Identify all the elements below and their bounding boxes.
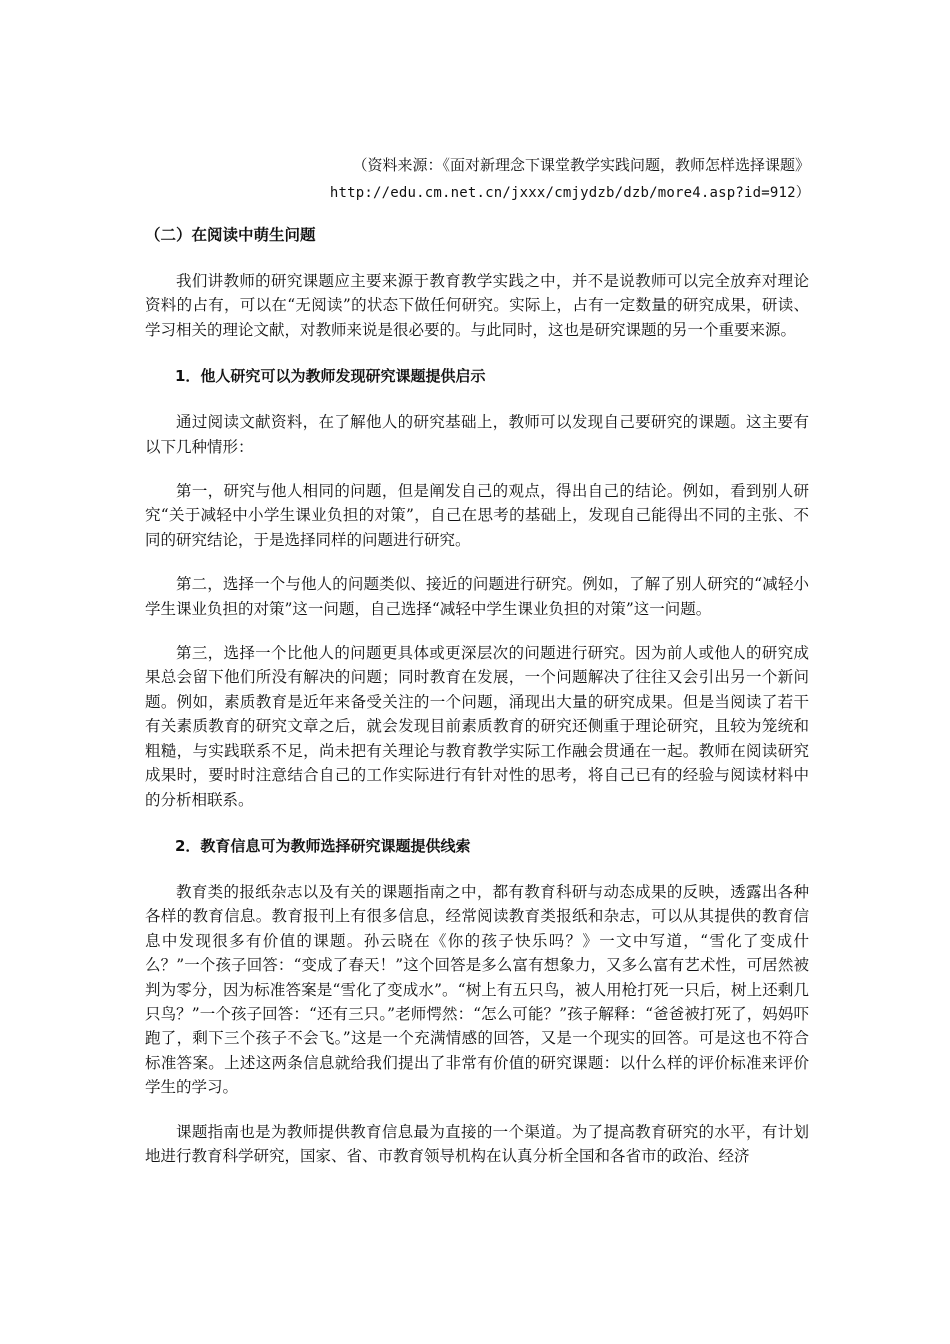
subsection-2-heading: 2．教育信息可为教师选择研究课题提供线索 bbox=[175, 836, 471, 855]
section-heading: （二）在阅读中萌生问题 bbox=[145, 226, 316, 244]
section-intro-paragraph: 我们讲教师的研究课题应主要来源于教育教学实践之中，并不是说教师可以完全放弃对理论资料的占有，可以在“无阅读”的状态下做任何研究。实际上，占有一定数量的研究成果，研读、学习相关的理论文献，对教师来说是很必要的。与此同时，这也是研究课题的另一个重要来源。 bbox=[145, 272, 809, 339]
source-citation bbox=[330, 151, 810, 207]
source-url: http://edu.cm.net.cn/jxxx/cmjydzb/dzb/more4.asp?id=912） bbox=[329, 185, 810, 201]
main-content bbox=[145, 223, 809, 1168]
subsection-1-paragraph-1: 通过阅读文献资料，在了解他人的研究基础上，教师可以发现自己要研究的课题。这主要有以下几种情形： bbox=[145, 413, 809, 456]
subsection-1-heading: 1．他人研究可以为教师发现研究课题提供启示 bbox=[175, 367, 486, 386]
source-title-line: （资料来源：《面对新理念下课堂教学实践问题，教师怎样选择课题》 bbox=[352, 156, 810, 174]
subsection-1-paragraph-2: 第一，研究与他人相同的问题，但是阐发自己的观点，得出自己的结论。例如，看到别人研究“关于减轻中小学生课业负担的对策”，自己在思考的基础上，发现自己能得出不同的主张、不同的研究结论，于是选择同样的问题进行研究。 bbox=[145, 482, 809, 549]
subsection-2-paragraph-1: 教育类的报纸杂志以及有关的课题指南之中，都有教育科研与动态成果的反映，透露出各种各样的教育信息。教育报刊上有很多信息，经常阅读教育类报纸和杂志，可以从其提供的教育信息中发现很多有价值的课题。孙云晓在《你的孩子快乐吗？》一文中写道，“雪化了变成什么？”一个孩子回答：“变成了春天！”这个回答是多么富有想象力，又多么富有艺术性，可居然被判为零分，因为标准答案是“雪化了变成水”。“树上有五只鸟，被人用枪打死一只后，树上还剩几只鸟？”一个孩子回答：“还有三只。”老师愕然：“怎么可能？”孩子解释：“爸爸被打死了，妈妈吓跑了，剩下三个孩子不会飞。”这是一个充满情感的回答，又是一个现实的回答。可是这也不符合标准答案。上述这两条信息就给我们提出了非常有价值的研究课题：以什么样的评价标准来评价学生的学习。 bbox=[145, 882, 809, 1097]
subsection-2-paragraph-2: 课题指南也是为教师提供教育信息最为直接的一个渠道。为了提高教育研究的水平，有计划地进行教育科学研究，国家、省、市教育领导机构在认真分析全国和各省市的政治、经济 bbox=[145, 1122, 809, 1165]
subsection-1-paragraph-3: 第二，选择一个与他人的问题类似、接近的问题进行研究。例如，了解了别人研究的“减轻小学生课业负担的对策”这一问题，自己选择“减轻中学生课业负担的对策”这一问题。 bbox=[145, 575, 809, 618]
subsection-1-paragraph-4: 第三，选择一个比他人的问题更具体或更深层次的问题进行研究。因为前人或他人的研究成果总会留下他们所没有解决的问题；同时教育在发展，一个问题解决了往往又会引出另一个新问题。例如，素质教育是近年来备受关注的一个问题，涌现出大量的研究成果。但是当阅读了若干有关素质教育的研究文章之后，就会发现目前素质教育的研究还侧重于理论研究，且较为笼统和粗糙，与实践联系不足，尚未把有关理论与教育教学实际工作融会贯通在一起。教师在阅读研究成果时，要时时注意结合自己的工作实际进行有针对性的思考，将自己已有的经验与阅读材料中的分析相联系。 bbox=[145, 644, 809, 809]
